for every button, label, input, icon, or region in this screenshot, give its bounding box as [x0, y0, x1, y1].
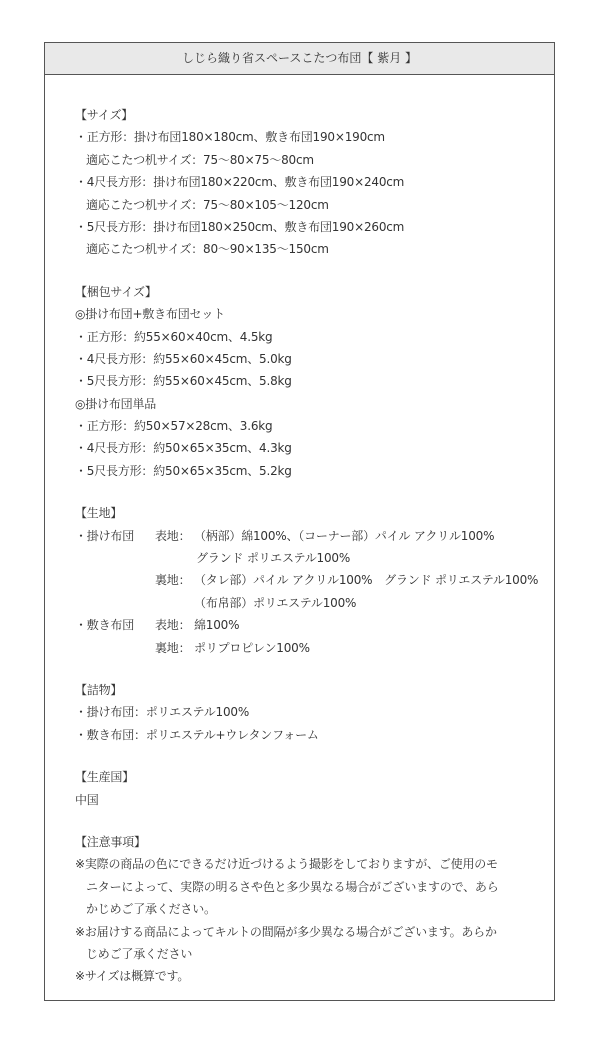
kake-back-2: （布帛部）ポリエステル100%	[194, 595, 357, 610]
size-line: 適応こたつ机サイズ：75～80×105～120cm	[86, 197, 329, 212]
packing-heading: 【梱包サイズ】	[75, 284, 157, 299]
note-line: ※実際の商品の色にできるだけ近づけるよう撮影をしておりますが、ご使用のモ	[75, 857, 498, 872]
size-section	[75, 104, 554, 261]
size-line: ・正方形：掛け布団180×180cm、敷き布団190×190cm	[75, 130, 385, 145]
origin-value: 中国	[75, 792, 99, 807]
fabric-row	[75, 569, 554, 591]
packing-line: ・4尺長方形：約55×60×45cm、5.0kg	[75, 351, 292, 366]
notes-section	[75, 831, 554, 988]
note-line: ニターによって、実際の明るさや色と多少異なる場合がございますので、あら	[86, 879, 499, 894]
kake-front-1: （柄部）綿100%、（コーナー部）パイル アクリル100%	[194, 528, 495, 543]
size-heading: 【サイズ】	[75, 108, 134, 122]
packing-line: ・4尺長方形：約50×65×35cm、4.3kg	[75, 441, 292, 456]
size-line: 適応こたつ机サイズ：80～90×135～150cm	[86, 242, 329, 257]
filling-line: ・敷き布団：ポリエステル+ウレタンフォーム	[75, 727, 319, 742]
packing-line: ◎掛け布団単品	[75, 396, 157, 411]
shiki-back-label: 裏地：	[155, 640, 191, 655]
shiki-front: 綿100%	[194, 618, 240, 633]
note-line: ※お届けする商品によってキルトの間隔が多少異なる場合がございます。あらか	[75, 924, 497, 939]
spec-content	[45, 75, 554, 988]
fabric-heading: 【生地】	[75, 506, 123, 521]
shiki-front-label: 表地：	[155, 618, 191, 633]
kake-front-label: 表地：	[155, 528, 191, 543]
filling-section	[75, 679, 554, 746]
fabric-row	[75, 525, 554, 547]
notes-heading: 【注意事項】	[75, 834, 146, 849]
fabric-row	[75, 547, 554, 569]
packing-line: ・正方形：約55×60×40cm、4.5kg	[75, 329, 273, 344]
fabric-row	[75, 592, 554, 614]
kake-back-label: 裏地：	[155, 573, 191, 588]
note-line: じめご了承ください	[86, 946, 193, 961]
size-line: 適応こたつ机サイズ：75～80×75～80cm	[86, 152, 314, 167]
note-line: ※サイズは概算です。	[75, 969, 190, 984]
size-line: ・5尺長方形：掛け布団180×250cm、敷き布団190×260cm	[75, 219, 405, 234]
packing-line: ・正方形：約50×57×28cm、3.6kg	[75, 419, 273, 434]
note-line: かじめご了承ください。	[86, 902, 216, 917]
size-line: ・4尺長方形：掛け布団180×220cm、敷き布団190×240cm	[75, 175, 405, 190]
shiki-label: ・敷き布団	[75, 618, 135, 633]
origin-section	[75, 766, 554, 811]
kake-back-1: （タレ部）パイル アクリル100% グランド ポリエステル100%	[194, 573, 539, 588]
kake-front-2: グランド ポリエステル100%	[196, 551, 351, 566]
packing-line: ・5尺長方形：約50×65×35cm、5.2kg	[75, 463, 292, 478]
packing-line: ◎掛け布団+敷き布団セット	[75, 307, 225, 322]
packing-line: ・5尺長方形：約55×60×45cm、5.8kg	[75, 374, 292, 389]
origin-heading: 【生産国】	[75, 770, 135, 785]
filling-line: ・掛け布団：ポリエステル100%	[75, 705, 250, 720]
fabric-row	[75, 637, 554, 659]
fabric-row	[75, 614, 554, 636]
filling-heading: 【詰物】	[75, 682, 123, 697]
spec-box	[44, 42, 555, 1001]
packing-section	[75, 281, 554, 483]
shiki-back: ポリプロピレン100%	[194, 640, 310, 655]
product-title: しじら織り省スペースこたつ布団【 紫月 】	[45, 43, 554, 75]
kake-label: ・掛け布団	[75, 528, 135, 543]
fabric-section	[75, 502, 554, 659]
